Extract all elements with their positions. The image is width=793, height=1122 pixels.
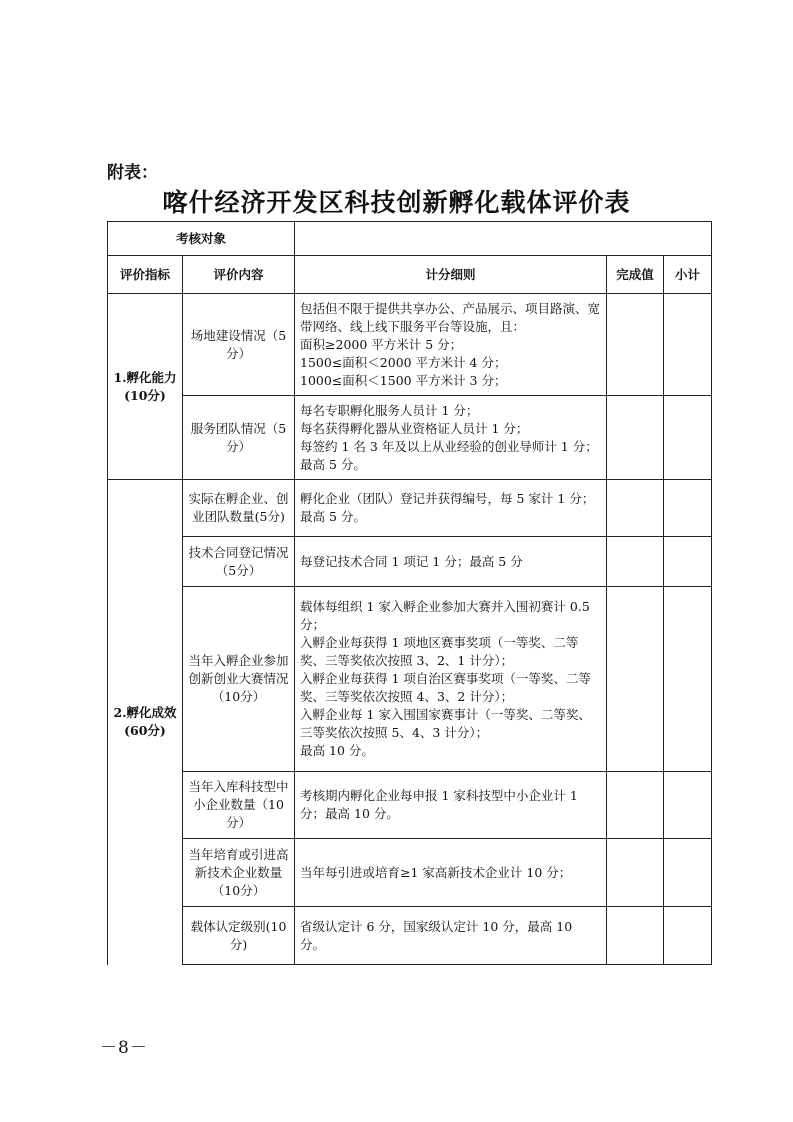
subtotal-cell bbox=[664, 537, 712, 587]
indicator-cell: 2.孵化成效(60分) bbox=[108, 480, 183, 965]
table-row bbox=[108, 294, 712, 396]
value-cell bbox=[607, 294, 664, 396]
criteria-line: 最高 5 分。 bbox=[300, 456, 366, 472]
value-cell bbox=[607, 480, 664, 537]
value-cell bbox=[607, 537, 664, 587]
indicator-cell: 1.孵化能力(10分) bbox=[108, 294, 183, 480]
value-cell bbox=[607, 907, 664, 965]
content-cell: 服务团队情况（5分） bbox=[183, 396, 295, 480]
criteria-cell bbox=[295, 907, 607, 965]
criteria-line: 1500≤面积＜2000 平方米计 4 分； bbox=[300, 354, 507, 370]
document-title: 喀什经济开发区科技创新孵化载体评价表 bbox=[162, 188, 631, 217]
subtotal-cell bbox=[664, 772, 712, 839]
criteria-line: 每名专职孵化服务人员计 1 分； bbox=[300, 402, 479, 418]
subtotal-cell bbox=[664, 839, 712, 907]
table-row bbox=[108, 480, 712, 537]
criteria-line: 每登记技术合同 1 项记 1 分；最高 5 分 bbox=[300, 553, 523, 569]
criteria-line: 孵化企业（团队）登记并获得编号，每 5 家计 1 分； bbox=[300, 491, 595, 506]
value-cell bbox=[607, 839, 664, 907]
content-cell: 当年培育或引进高新技术企业数量（10分） bbox=[183, 839, 295, 907]
table-row bbox=[108, 839, 712, 907]
object-label: 考核对象 bbox=[108, 222, 295, 256]
criteria-line: 最高 10 分。 bbox=[300, 743, 374, 758]
criteria-line: 省级认定计 6 分，国家级认定计 10 分，最高 10 分。 bbox=[300, 918, 573, 952]
table-row bbox=[108, 587, 712, 772]
subtotal-cell bbox=[664, 907, 712, 965]
criteria-line: 载体每组织 1 家入孵企业参加大赛并入围初赛计 0.5 分； bbox=[300, 599, 590, 632]
col-header-subtotal: 小计 bbox=[664, 256, 712, 294]
table-row bbox=[108, 537, 712, 587]
criteria-line: 入孵企业每 1 家入围国家赛事计（一等奖、二等奖、三等奖依次按照 5、4、3 计分）； bbox=[300, 707, 591, 740]
subtotal-cell bbox=[664, 480, 712, 537]
criteria-line: 入孵企业每获得 1 项地区赛事奖项（一等奖、二等奖、三等奖依次按照 3、2、1 计分）； bbox=[300, 635, 579, 668]
col-header-value: 完成值 bbox=[607, 256, 664, 294]
object-row bbox=[108, 222, 712, 256]
content-cell: 实际在孵企业、创业团队数量(5分) bbox=[183, 480, 295, 537]
content-cell: 当年入孵企业参加创新创业大赛情况（10分） bbox=[183, 587, 295, 772]
value-cell bbox=[607, 587, 664, 772]
criteria-line: 入孵企业每获得 1 项自治区赛事奖项（一等奖、二等奖、三等奖依次按照 4、3、2 计分）； bbox=[300, 671, 591, 704]
criteria-line: 最高 5 分。 bbox=[300, 509, 366, 524]
header-row bbox=[108, 256, 712, 294]
page-number: －8－ bbox=[100, 1038, 148, 1058]
criteria-cell bbox=[295, 294, 607, 396]
criteria-line: 当年每引进或培育≥1 家高新技术企业计 10 分； bbox=[300, 864, 572, 880]
criteria-cell bbox=[295, 772, 607, 839]
subtotal-cell bbox=[664, 587, 712, 772]
table-row bbox=[108, 396, 712, 480]
criteria-cell bbox=[295, 396, 607, 480]
criteria-cell bbox=[295, 587, 607, 772]
object-value bbox=[295, 222, 712, 256]
criteria-line: 每签约 1 名 3 年及以上从业经验的创业导师计 1 分； bbox=[300, 438, 598, 454]
content-cell: 载体认定级别(10分) bbox=[183, 907, 295, 965]
value-cell bbox=[607, 772, 664, 839]
value-cell bbox=[607, 396, 664, 480]
appendix-label: 附表： bbox=[107, 163, 158, 183]
criteria-line: 面积≥2000 平方米计 5 分； bbox=[300, 336, 463, 352]
criteria-line: 每名获得孵化器从业资格证人员计 1 分； bbox=[300, 420, 529, 436]
col-header-criteria: 计分细则 bbox=[295, 256, 607, 294]
criteria-cell bbox=[295, 480, 607, 537]
content-cell: 场地建设情况（5分） bbox=[183, 294, 295, 396]
criteria-line: 1000≤面积＜1500 平方米计 3 分； bbox=[300, 372, 507, 388]
subtotal-cell bbox=[664, 396, 712, 480]
col-header-indicator: 评价指标 bbox=[108, 256, 183, 294]
criteria-cell bbox=[295, 839, 607, 907]
criteria-cell bbox=[295, 537, 607, 587]
table-row bbox=[108, 907, 712, 965]
col-header-content: 评价内容 bbox=[183, 256, 295, 294]
criteria-line: 考核期内孵化企业每申报 1 家科技型中小企业计 1 分；最高 10 分。 bbox=[300, 788, 578, 821]
evaluation-table bbox=[107, 221, 712, 965]
subtotal-cell bbox=[664, 294, 712, 396]
content-cell: 技术合同登记情况（5分） bbox=[183, 537, 295, 587]
criteria-line: 包括但不限于提供共享办公、产品展示、项目路演、宽带网络、线上线下服务平台等设施，且： bbox=[300, 300, 601, 334]
content-cell: 当年入库科技型中小企业数量（10分） bbox=[183, 772, 295, 839]
table-row bbox=[108, 772, 712, 839]
